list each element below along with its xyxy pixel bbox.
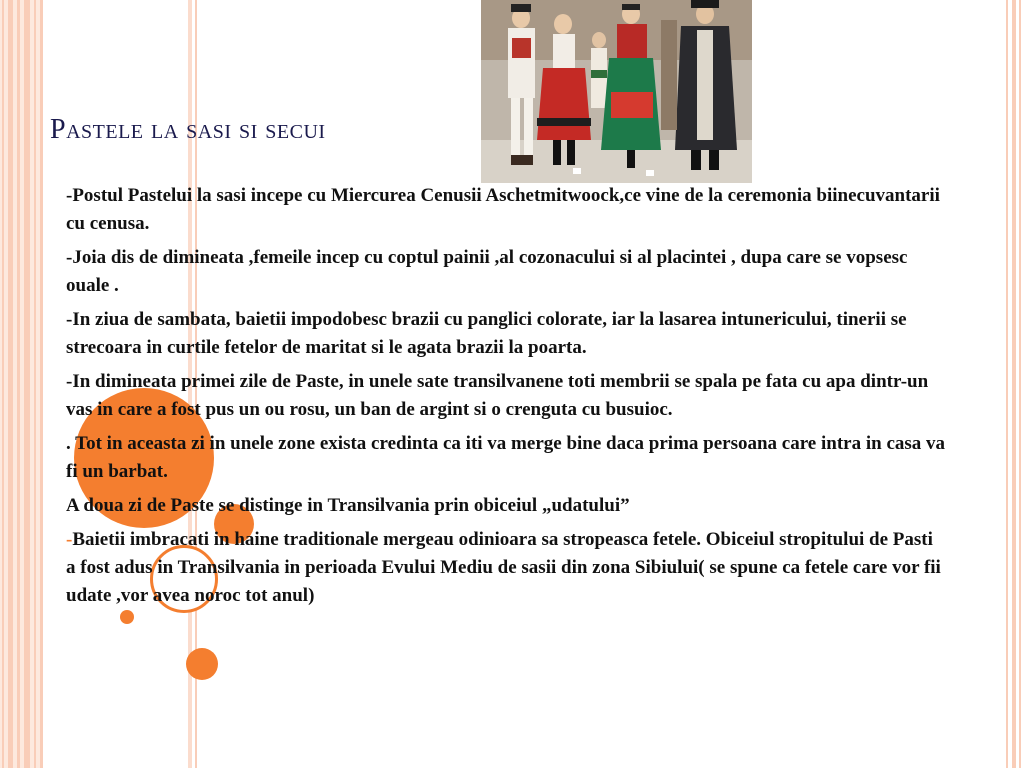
paragraph-dash: - bbox=[66, 529, 73, 550]
paragraph: A doua zi de Paste se distinge in Transilvania prin obiceiul „udatului” bbox=[66, 495, 630, 516]
paragraph: -Joia dis de dimineata ,femeile incep cu coptul painii ,al cozonacului si al placintei , dupa care se vopsesc ouale . bbox=[66, 247, 908, 296]
paragraph bbox=[66, 526, 946, 610]
paragraph: -In dimineata primei zile de Paste, in unele sate transilvanene toti membrii se spala pe fata cu apa dintr-un vas in care a fost pus un ou rosu, un ban de argint si o crenguta cu busuioc. bbox=[66, 371, 929, 420]
slide-body bbox=[66, 182, 946, 616]
paragraph-text: Baietii imbracati in haine traditionale mergeau odinioara sa stropeasca fetele. Obiceiul stropitului de Pasti a fost adus in Transilvania in perioada Evului Mediu de sasii din zona Sibiului( se spune ca fetele care vor fii udate ,vor avea noroc tot anul) bbox=[66, 529, 941, 606]
slide-title: Pastele la sasi si secui bbox=[50, 114, 326, 145]
traditional-costumes-photo bbox=[481, 0, 752, 183]
decorative-circle bbox=[186, 648, 218, 680]
paragraph: . Tot in aceasta zi in unele zone exista credinta ca iti va merge bine daca prima persoana care intra in casa va fi un barbat. bbox=[66, 433, 946, 482]
paragraph: -In ziua de sambata, baietii impodobesc brazii cu panglici colorate, iar la lasarea intunericului, tinerii se strecoara in curtile fetelor de maritat si le agata brazii la poarta. bbox=[66, 309, 907, 358]
paragraph: -Postul Pastelui la sasi incepe cu Miercurea Cenusii Aschetmitwoock,ce vine de la ceremonia biinecuvantarii cu cenusa. bbox=[66, 185, 940, 234]
